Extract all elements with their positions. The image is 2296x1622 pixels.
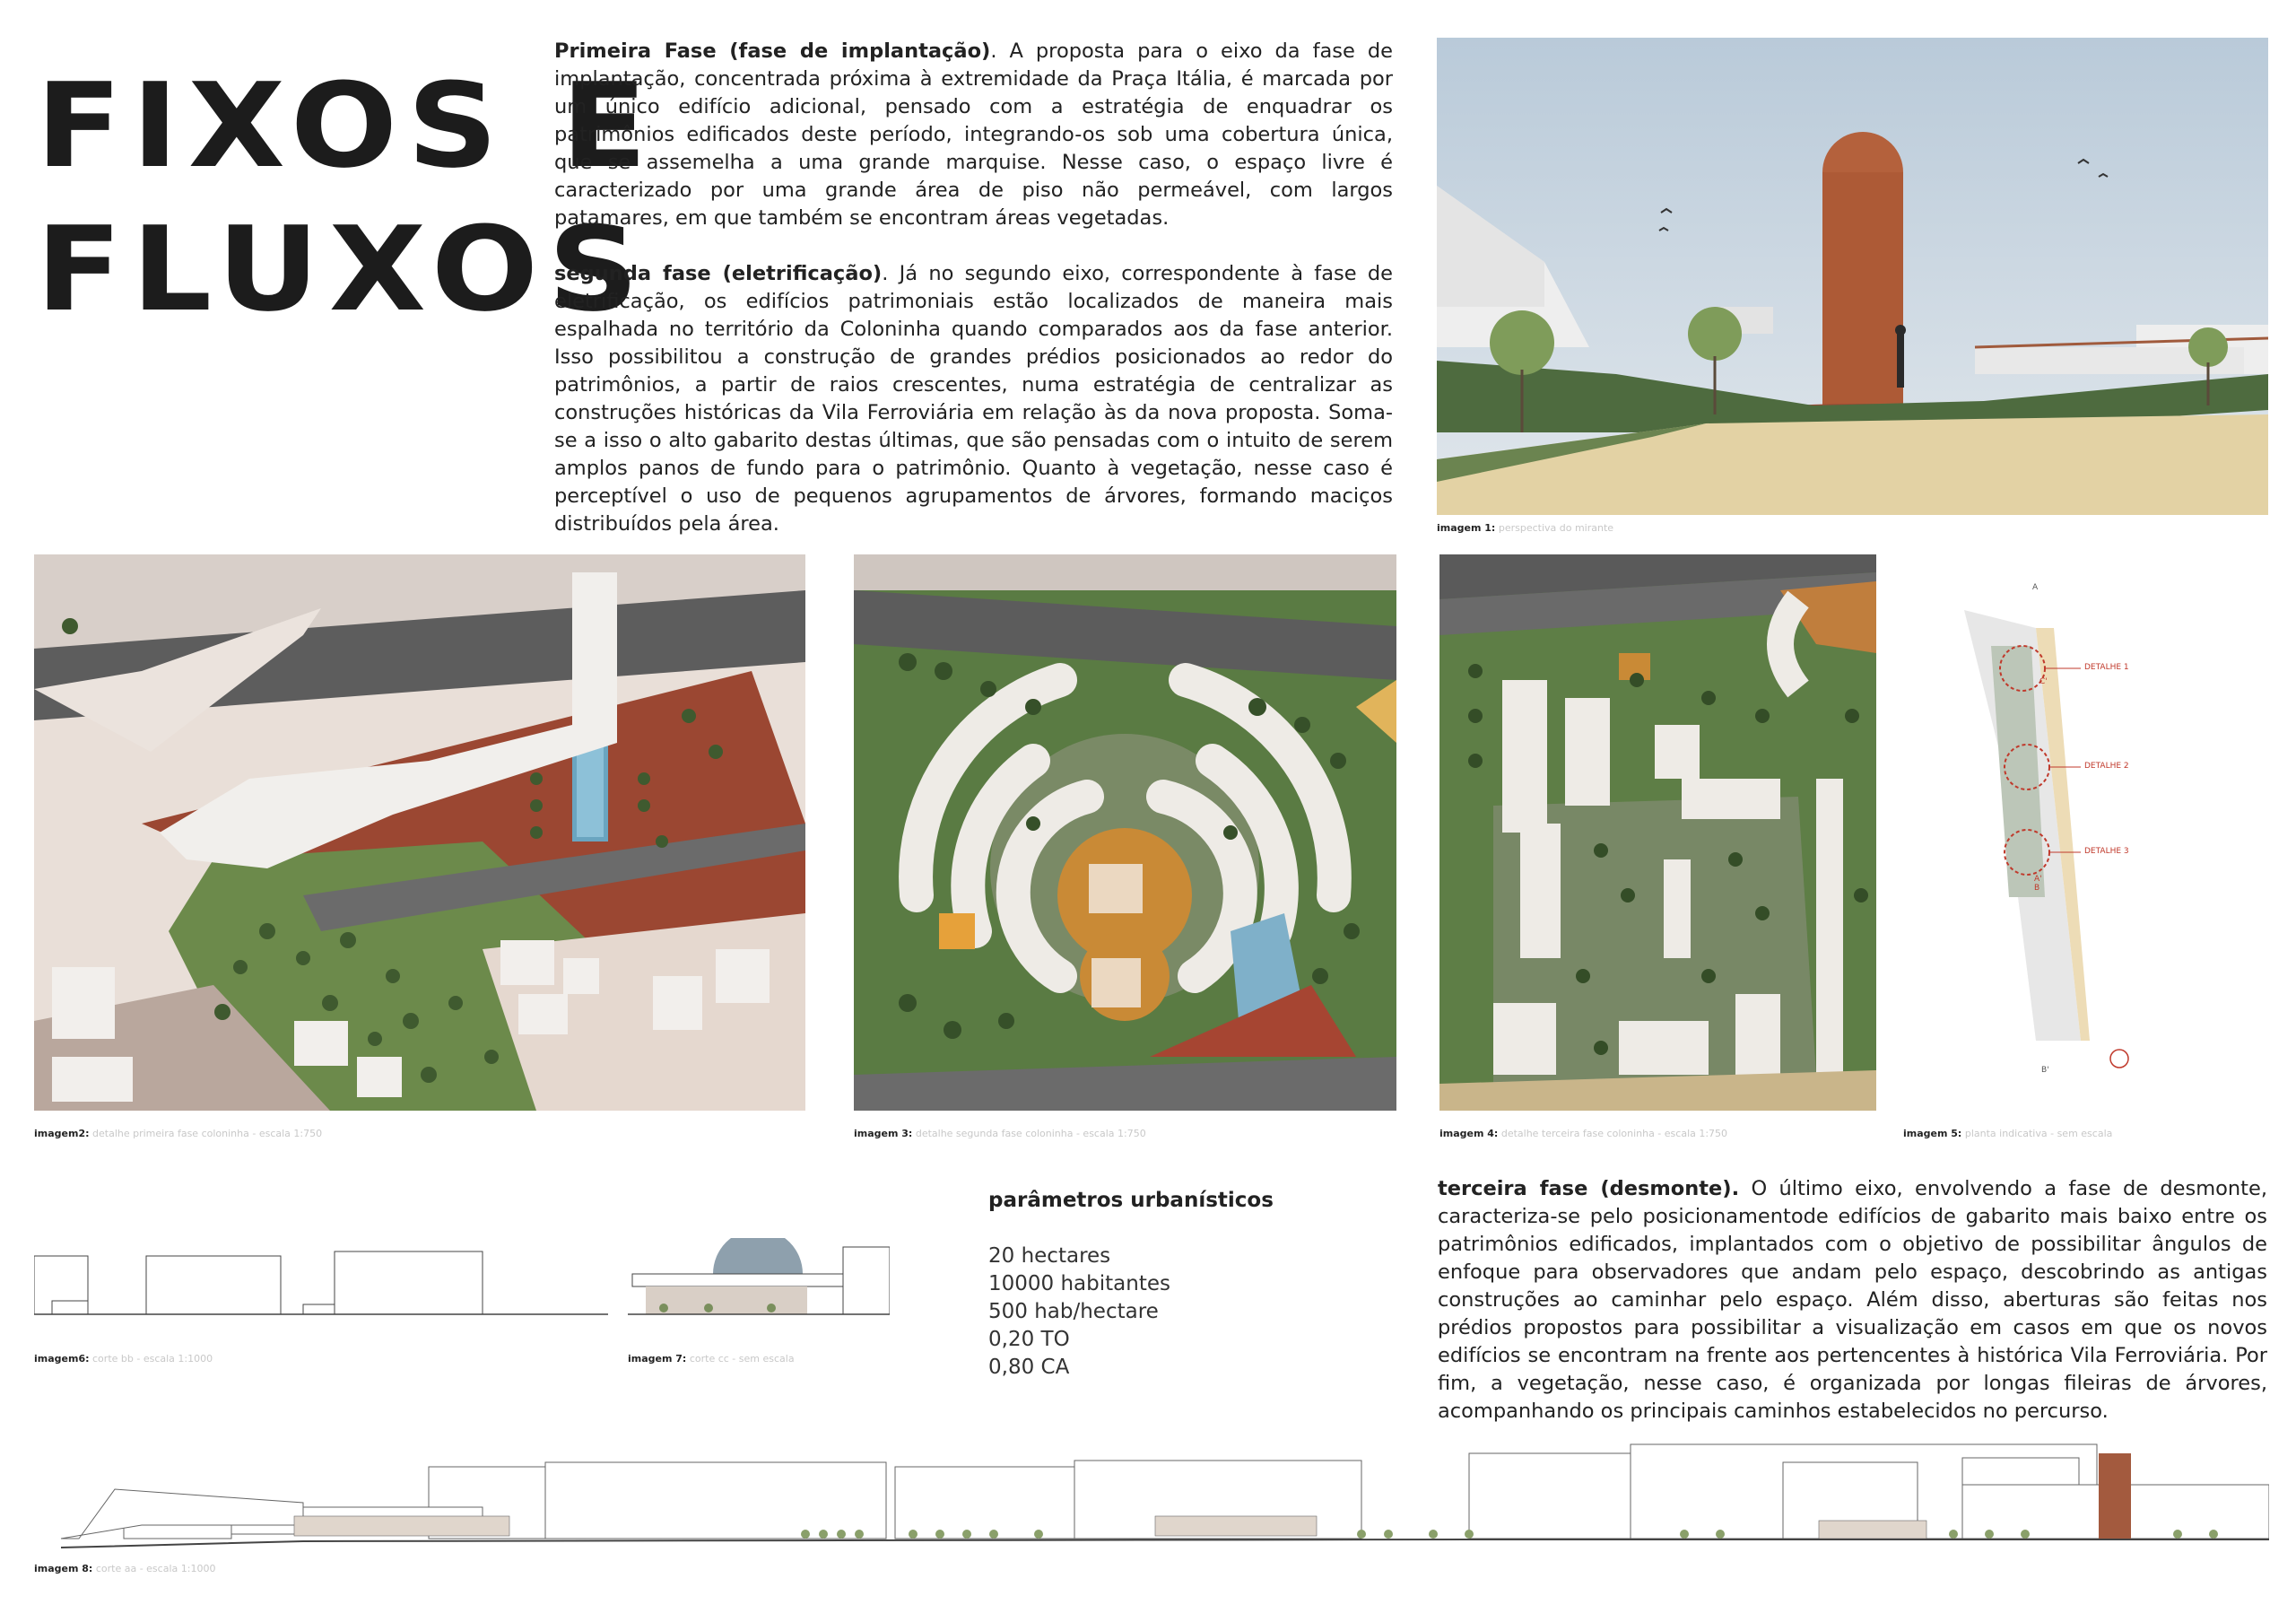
keyplan-label-c: C' [2039, 677, 2048, 686]
title-line-1: FIXOS E [36, 57, 657, 194]
caption-img4 [1439, 1128, 1727, 1139]
caption-img8-text: corte aa - escala 1:1000 [92, 1563, 216, 1574]
section-aa-image [34, 1435, 2269, 1552]
keyplan-label-a: A [2032, 583, 2039, 592]
params-item: 0,80 CA [988, 1356, 1070, 1379]
perspective-image [1437, 38, 2268, 515]
caption-img2-text: detalhe primeira fase coloninha - escala 1:750 [89, 1128, 323, 1139]
keyplan-detail-1: DETALHE 1 [2084, 663, 2129, 672]
caption-img4-label: imagem 4: [1439, 1128, 1499, 1139]
section-bb-image [34, 1238, 608, 1319]
section-cc-image [628, 1238, 890, 1319]
caption-img6-text: corte bb - escala 1:1000 [89, 1353, 213, 1365]
phase3-text: O último eixo, envolvendo a fase de desmonte, caracteriza-se pelo posicionamentode edifícios de gabarito mais baixo entre os patrimônios edificados, implantados com o objetivo de possibilitar ângulos de enfoque para observadores que andam pelo espaço, descobrindo as antigas construções ao caminhar pelo espaço. Além disso, aberturas são feitas nos prédios propostos para possibilitar a visualização em casos em que os novos edifícios se encontram na frente aos pertencentes à histórica Vila Ferroviária. Por fim, a vegetação, nesse caso, é organizada por longas fileiras de árvores, acompanhando os principais caminhos estabelecidos no percurso. [1438, 1177, 2267, 1423]
caption-img1 [1437, 522, 1613, 534]
caption-img7-label: imagem 7: [628, 1353, 687, 1365]
keyplan-detail-3: DETALHE 3 [2084, 847, 2129, 856]
caption-img8 [34, 1563, 215, 1574]
phase2-paragraph [554, 260, 1393, 538]
caption-img1-text: perspectiva do mirante [1495, 522, 1614, 534]
params-list [988, 1243, 1170, 1382]
params-item: 20 hectares [988, 1244, 1111, 1268]
phase1-text: . A proposta para o eixo da fase de implantação, concentrada próxima à extremidade da Praça Itália, é marcada por um único edifício adicional, pensado com a estratégia de enquadrar os patrimônios edificados deste período, integrando-os sob uma cobertura única, que se assemelha a uma grande marquise. Nesse caso, o espaço livre é caracterizado por uma grande área de piso não permeável, com largos patamares, em que também se encontram áreas vegetadas. [554, 39, 1393, 230]
plan-phase2-image [854, 554, 1396, 1111]
phase2-text: . Já no segundo eixo, correspondente à fase de eletrificação, os edifícios patrimoniais estão localizados de maneira mais espalhada no território da Coloninha quando comparados aos da fase anterior. Isso possibilitou a construção de grandes prédios posicionados ao redor do patrimônios, a partir de raios crescentes, numa estratégia de centralizar as construções históricas da Vila Ferroviária em relação às da nova proposta. Soma-se a isso o alto gabarito destas últimas, que são pensadas com o intuito de serem amplos panos de fundo para o patrimônio. Quanto à vegetação, nesse caso é perceptível o uso de pequenos agrupamentos de árvores, formando maciços distribuídos pela área. [554, 262, 1393, 536]
keyplan-label-a2: A' [2034, 875, 2042, 884]
caption-img2-label: imagem2: [34, 1128, 90, 1139]
caption-img8-label: imagem 8: [34, 1563, 93, 1574]
params-item: 500 hab/hectare [988, 1300, 1159, 1323]
keyplan-label-b2: B' [2041, 1066, 2049, 1075]
phase1-paragraph [554, 38, 1393, 232]
params-item: 10000 habitantes [988, 1272, 1170, 1295]
caption-img3 [854, 1128, 1146, 1139]
caption-img3-label: imagem 3: [854, 1128, 913, 1139]
caption-img3-text: detalhe segunda fase coloninha - escala 1:750 [912, 1128, 1146, 1139]
caption-img7 [628, 1353, 795, 1365]
caption-img4-text: detalhe terceira fase coloninha - escala 1:750 [1498, 1128, 1728, 1139]
plan-phase3-image [1439, 554, 1876, 1111]
keyplan-label-b: B [2034, 884, 2040, 893]
phase3-heading: terceira fase (desmonte). [1438, 1177, 1740, 1200]
phase2-heading: segunda fase (eletrificação) [554, 262, 883, 285]
caption-img6-label: imagem6: [34, 1353, 90, 1365]
caption-img6 [34, 1353, 213, 1365]
phase3-paragraph [1438, 1175, 2267, 1426]
caption-img7-text: corte cc - sem escala [686, 1353, 795, 1365]
caption-img5 [1903, 1128, 2112, 1139]
caption-img5-label: imagem 5: [1903, 1128, 1962, 1139]
params-item: 0,20 TO [988, 1328, 1070, 1351]
caption-img5-text: planta indicativa - sem escala [1961, 1128, 2113, 1139]
caption-img2 [34, 1128, 322, 1139]
keyplan-detail-2: DETALHE 2 [2084, 762, 2129, 771]
params-title: parâmetros urbanísticos [988, 1189, 1274, 1212]
phase1-heading: Primeira Fase (fase de implantação) [554, 39, 991, 63]
plan-phase1-image [34, 554, 805, 1111]
caption-img1-label: imagem 1: [1437, 522, 1496, 534]
title-line-2: FLUXOS [36, 201, 648, 337]
key-plan-image [1955, 574, 2251, 1086]
